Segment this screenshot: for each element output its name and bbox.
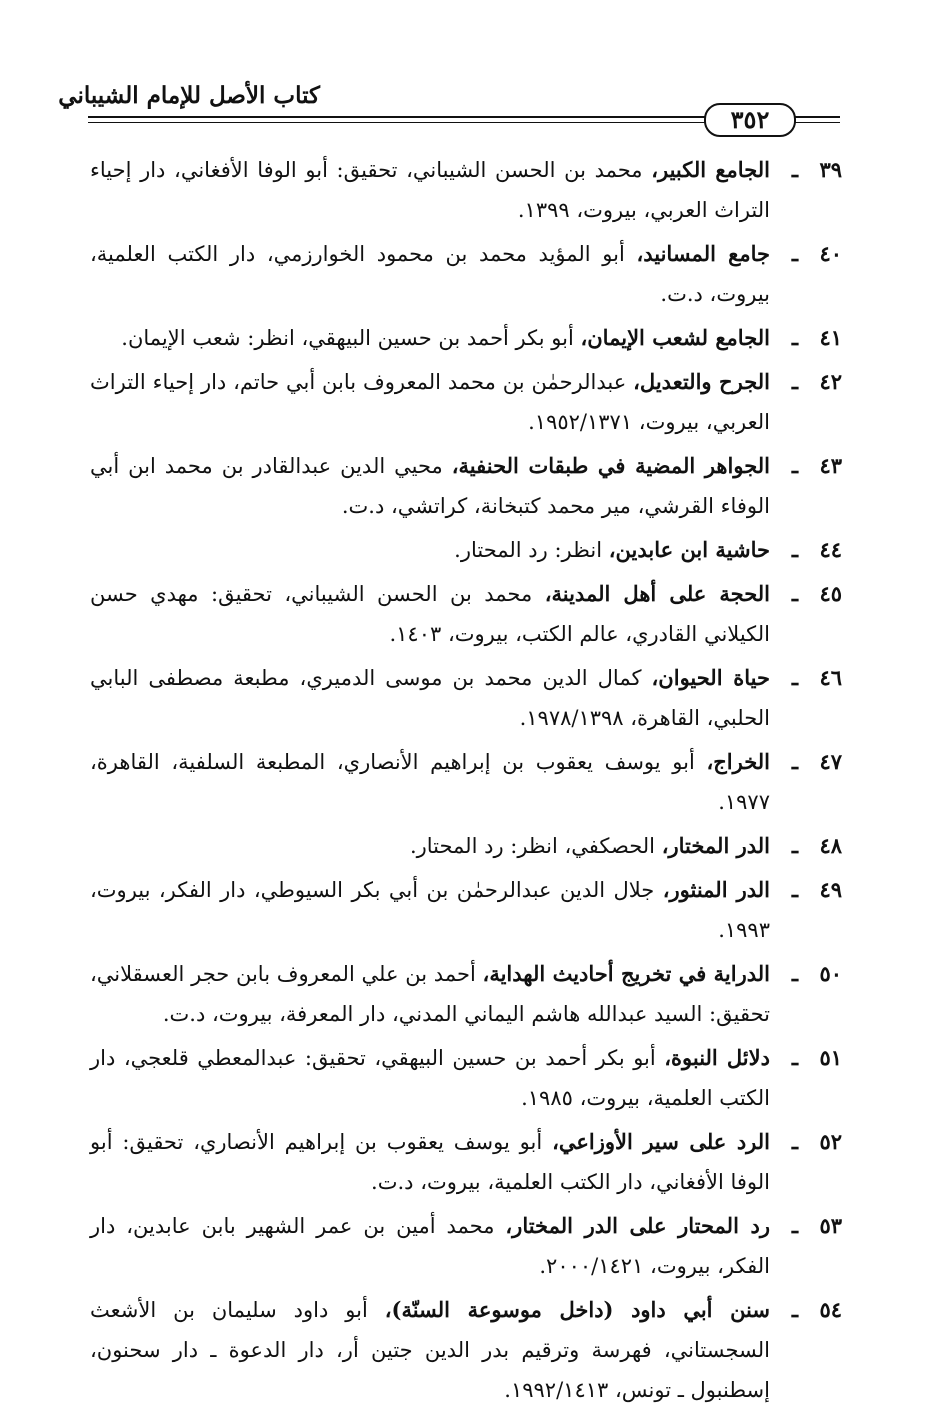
entry-dash: ـ: [791, 369, 798, 394]
bibliography-entry: [90, 1290, 842, 1410]
bibliography-entry: [90, 150, 842, 230]
entry-number: ٥٢: [819, 1129, 842, 1154]
entry-dash: ـ: [791, 749, 798, 774]
header-rule-thin: [88, 122, 706, 123]
entry-number: ٤٨: [819, 833, 842, 858]
bibliography-entry: [90, 446, 842, 526]
entry-details: محمد أمين بن عمر الشهير بابن عابدين، دار الفكر، بيروت، ٢٠٠٠/١٤٢١.: [90, 1214, 770, 1278]
entry-details: الحصكفي، انظر: رد المحتار.: [409, 834, 656, 858]
entry-details: عبدالرحمٰن بن محمد المعروف بابن أبي حاتم، دار إحياء التراث العربي، بيروت، ١٩٥٢/١٣٧١.: [90, 370, 770, 434]
entry-dash: ـ: [791, 1129, 798, 1154]
entry-number: ٤٩: [819, 877, 842, 902]
bibliography-entry: [90, 234, 842, 314]
bibliography-entry: [90, 954, 842, 1034]
bibliography-entry: [90, 658, 842, 738]
bibliography-entry: [90, 1122, 842, 1202]
entry-details: محيي الدين عبدالقادر بن محمد ابن أبي الوفاء القرشي، مير محمد كتبخانة، كراتشي، د.ت.: [90, 454, 770, 518]
entry-title: الخراج،: [706, 749, 770, 774]
entry-details: كمال الدين محمد بن موسى الدميري، مطبعة مصطفى البابي الحلبي، القاهرة، ١٩٧٨/١٣٩٨.: [90, 666, 770, 730]
entry-title: الجرح والتعديل،: [633, 369, 770, 394]
entry-number: ٤٦: [819, 665, 842, 690]
entry-title: الرد على سير الأوزاعي،: [552, 1129, 770, 1154]
entry-number: ٤٧: [819, 749, 842, 774]
bibliography-entry: [90, 362, 842, 442]
page-number: ٣٥٢: [704, 103, 796, 137]
entry-number: ٥٤: [819, 1297, 842, 1322]
bibliography-entry: [90, 1038, 842, 1118]
entry-dash: ـ: [791, 581, 798, 606]
entry-number: ٥١: [819, 1045, 842, 1070]
entry-dash: ـ: [791, 877, 798, 902]
bibliography-entry: [90, 742, 842, 822]
entry-title: الدر المختار،: [661, 833, 770, 858]
entry-number: ٤٠: [819, 241, 842, 266]
entry-title: الجواهر المضية في طبقات الحنفية،: [451, 453, 770, 478]
entry-number: ٤٢: [819, 369, 842, 394]
entry-title: الدر المنثور،: [662, 877, 770, 902]
running-title: كتاب الأصل للإمام الشيباني: [58, 82, 320, 109]
entry-title: الحجة على أهل المدينة،: [544, 581, 771, 606]
entry-number: ٥٣: [819, 1213, 842, 1238]
entry-dash: ـ: [791, 157, 798, 182]
bibliography-entry: [90, 574, 842, 654]
bibliography-list: [90, 150, 842, 1414]
entry-dash: ـ: [791, 1297, 798, 1322]
header-rule-right-thin: [790, 122, 840, 123]
entry-details: جلال الدين عبدالرحمٰن بن أبي بكر السيوطي، دار الفكر، بيروت، ١٩٩٣.: [90, 878, 770, 942]
entry-title: الجامع الكبير،: [651, 157, 770, 182]
bibliography-entry: [90, 530, 842, 570]
entry-details: أبو المؤيد محمد بن محمود الخوارزمي، دار الكتب العلمية، بيروت، د.ت.: [90, 242, 770, 306]
entry-title: سنن أبي داود (داخل موسوعة السنّة)،: [384, 1297, 770, 1322]
entry-number: ٤١: [819, 325, 842, 350]
entry-title: دلائل النبوة،: [664, 1045, 770, 1070]
entry-title: الدراية في تخريج أحاديث الهداية،: [482, 961, 770, 986]
entry-details: محمد بن الحسن الشيباني، تحقيق: مهدي حسن الكيلاني القادري، عالم الكتب، بيروت، ١٤٠٣.: [90, 582, 770, 646]
entry-details: أبو يوسف يعقوب بن إبراهيم الأنصاري، تحقيق: أبو الوفا الأفغاني، دار الكتب العلمية، بيروت، د.ت.: [90, 1130, 770, 1194]
entry-dash: ـ: [791, 453, 798, 478]
entry-details: أبو بكر أحمد بن حسين البيهقي، انظر: شعب الإيمان.: [121, 326, 574, 350]
header-rule-right: [790, 116, 840, 118]
entry-dash: ـ: [791, 1045, 798, 1070]
entry-dash: ـ: [791, 325, 798, 350]
entry-dash: ـ: [791, 537, 798, 562]
entry-title: حاشية ابن عابدين،: [608, 537, 770, 562]
entry-title: حياة الحيوان،: [651, 665, 770, 690]
header-rule: [88, 116, 706, 118]
entry-dash: ـ: [791, 1213, 798, 1238]
entry-number: ٤٤: [819, 537, 842, 562]
entry-dash: ـ: [791, 241, 798, 266]
bibliography-entry: [90, 318, 842, 358]
entry-title: رد المحتار على الدر المختار،: [505, 1213, 770, 1238]
bibliography-entry: [90, 826, 842, 866]
bibliography-entry: [90, 870, 842, 950]
entry-dash: ـ: [791, 833, 798, 858]
entry-dash: ـ: [791, 961, 798, 986]
entry-number: ٤٣: [819, 453, 842, 478]
entry-dash: ـ: [791, 665, 798, 690]
bibliography-entry: [90, 1206, 842, 1286]
entry-title: الجامع لشعب الإيمان،: [580, 325, 770, 350]
entry-number: ٣٩: [819, 157, 842, 182]
entry-number: ٤٥: [819, 581, 842, 606]
entry-title: جامع المسانيد،: [636, 241, 770, 266]
entry-details: محمد بن الحسن الشيباني، تحقيق: أبو الوفا الأفغاني، دار إحياء التراث العربي، بيروت، ١٣٩٩.: [90, 158, 770, 222]
entry-details: أبو بكر أحمد بن حسين البيهقي، تحقيق: عبدالمعطي قلعجي، دار الكتب العلمية، بيروت، ١٩٨٥.: [90, 1046, 770, 1110]
entry-details: أبو يوسف يعقوب بن إبراهيم الأنصاري، المطبعة السلفية، القاهرة، ١٩٧٧.: [90, 750, 770, 814]
entry-number: ٥٠: [819, 961, 842, 986]
entry-details: أحمد بن علي المعروف بابن حجر العسقلاني، تحقيق: السيد عبدالله هاشم اليماني المدني، دار المعرفة، بيروت، د.ت.: [90, 962, 770, 1026]
entry-details: انظر: رد المحتار.: [454, 538, 603, 562]
entry-details: أبو داود سليمان بن الأشعث السجستاني، فهرسة وترقيم بدر الدين جتين أر، دار الدعوة ـ دار سحنون، إسطنبول ـ تونس، ١٩٩٢/١٤١٣.: [90, 1298, 770, 1402]
